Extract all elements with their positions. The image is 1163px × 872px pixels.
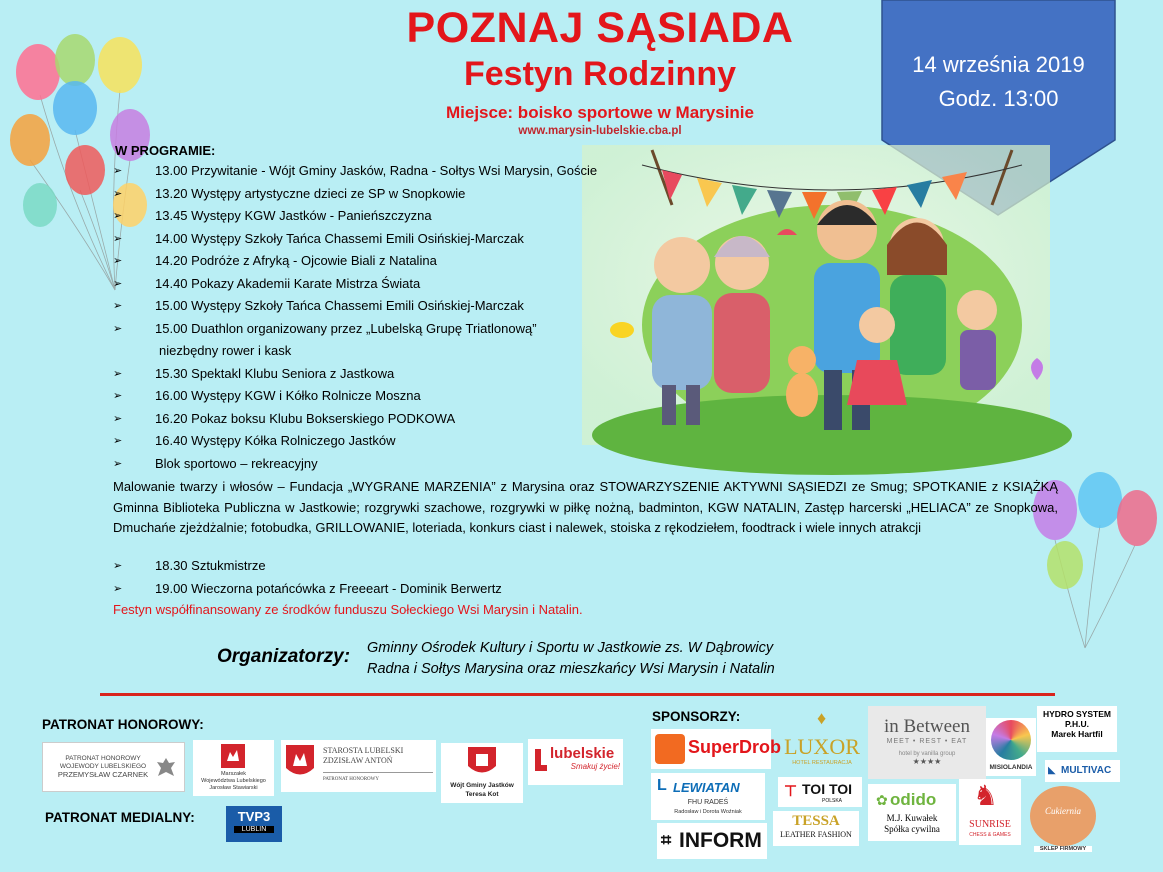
organizers-text <box>367 638 775 680</box>
list-item: ➢ 16.00 Występy KGW i Kółko Rolnicze Moszna <box>113 385 673 408</box>
venue-text: Miejsce: boisko sportowe w Marysinie <box>446 103 754 122</box>
logo-in-between: in Between MEET • REST • EAT hotel by vanilla group ★★★★ <box>868 706 986 779</box>
logo-cukiernia: Cukiernia SKLEP FIRMOWY <box>1024 784 1102 856</box>
arrow-bullet-icon: ➢ <box>113 457 123 470</box>
arrow-bullet-icon: ➢ <box>113 300 123 312</box>
list-item: ➢ 19.00 Wieczorna potańcówka z Freeeart - Dominik Berwertz <box>113 578 673 601</box>
organizers-label: Organizatorzy: <box>217 646 351 667</box>
list-item: ➢ Blok sportowo – rekreacyjny <box>113 453 673 476</box>
teddy-bear-icon <box>991 720 1031 760</box>
sponsors-heading: SPONSORZY: <box>652 709 741 724</box>
multivac-mark-icon: ◣ <box>1048 765 1056 776</box>
arrow-bullet-icon: ➢ <box>113 277 123 290</box>
list-item-note: niezbędny rower i kask <box>159 343 292 358</box>
lewiatan-mark-icon: L <box>657 777 667 794</box>
logo-lubelskie: lubelskie Smakuj życie! <box>528 739 623 785</box>
logo-inform: ⌗ INFORM <box>657 823 767 859</box>
list-item: ➢ 14.00 Występy Szkoły Tańca Chassemi Emili Osińskiej-Marczak <box>113 228 673 251</box>
eagle-emblem-icon <box>155 756 177 780</box>
website-link[interactable]: www.marysin-lubelskie.cba.pl <box>518 125 682 137</box>
arrow-bullet-icon: ➢ <box>113 412 123 425</box>
event-date: 14 września 2019 <box>912 52 1085 77</box>
program-list-evening <box>113 555 673 600</box>
logo-toi-toi: ⊤ TOI TOI POLSKA <box>778 777 862 807</box>
toitoi-mark-icon: ⊤ <box>784 783 798 800</box>
logo-multivac: ◣ MULTIVAC <box>1045 760 1120 782</box>
logo-superdrob: SuperDrob <box>651 729 771 769</box>
poster-title: POZNAJ SĄSIADA <box>406 4 794 52</box>
organizer-line: Radna i Sołtys Marysina oraz mieszkańcy Wsi Marysin i Natalin <box>367 661 775 677</box>
arrow-bullet-icon: ➢ <box>113 232 123 245</box>
list-item: ➢ 16.20 Pokaz boksu Klubu Bokserskiego PODKOWA <box>113 408 673 431</box>
rooster-icon <box>655 734 685 764</box>
logo-odido: ✿ odido M.J. Kuwałek Spółka cywilna <box>868 784 956 841</box>
arrow-bullet-icon: ➢ <box>113 582 123 595</box>
arrow-bullet-icon: ➢ <box>113 367 123 380</box>
logo-tessa: TESSA LEATHER FASHION <box>773 811 859 846</box>
arrow-bullet-icon: ➢ <box>113 390 123 402</box>
program-heading: W PROGRAMIE: <box>115 143 216 158</box>
flame-icon: ♦ <box>817 708 827 728</box>
cake-badge-icon <box>1030 786 1096 846</box>
list-item: ➢ 14.20 Podróże z Afryką - Ojcowie Biali z Natalina <box>113 250 673 273</box>
arrow-bullet-icon: ➢ <box>113 560 123 572</box>
arrow-bullet-icon: ➢ <box>113 255 123 267</box>
arrow-bullet-icon: ➢ <box>113 165 123 177</box>
logo-tvp3-lublin: TVP3 LUBLIN <box>226 806 282 842</box>
logo-sunrise: ♞ SUNRISE CHESS & GAMES <box>959 779 1021 845</box>
odido-mark-icon: ✿ <box>876 792 888 808</box>
logo-misiolandia: MISIOLANDIA <box>986 718 1036 776</box>
lubelskie-mark-icon <box>533 747 549 773</box>
event-time: Godz. 13:00 <box>938 86 1059 111</box>
commune-crest-icon <box>467 746 497 780</box>
arrow-bullet-icon: ➢ <box>113 187 123 200</box>
program-list <box>113 160 673 475</box>
honorary-patronage-heading: PATRONAT HONOROWY: <box>42 717 204 732</box>
deer-emblem-icon <box>220 743 246 769</box>
divider <box>100 693 1055 696</box>
logo-hydro-system: HYDRO SYSTEM P.H.U. Marek Hartfil <box>1037 706 1117 752</box>
county-crest-icon <box>285 744 315 782</box>
logo-wojewoda: PATRONAT HONOROWY WOJEWODY LUBELSKIEGO PRZEMYSŁAW CZARNEK <box>42 742 185 792</box>
cofunding-note: Festyn współfinansowany ze środków funduszu Sołeckiego Wsi Marysin i Natalin. <box>113 602 583 617</box>
attractions-paragraph: Malowanie twarzy i włosów – Fundacja „WYGRANE MARZENIA” z Marysina oraz STOWARZYSZENIE AKTYWNI SĄSIEDZI ze Smug; SPOTKANIE z KSIĄŻKĄ Gminna Biblioteka Publiczna w Jastkowie; rozgrywki szachowe, rozgrywki w piłkę nożną, badminton, KGW NATALIN, Zastęp harcerski „HELIACA” ze Snopkowa, Dmuchańe zjeżdżalnie; fotobudka, GRILLOWANIE, loteriada, konkurs ciast i nalewek, stoiska z rękodziełem, foodtrack i wiele innych atrakcji <box>113 479 1058 535</box>
logo-marszalek: Marszałek Województwa Lubelskiego Jarosław Stawiarski <box>193 740 274 796</box>
arrow-bullet-icon: ➢ <box>113 435 123 447</box>
list-item: ➢ 13.45 Występy KGW Jastków - Panieńszczyzna <box>113 205 673 228</box>
list-item: ➢ 15.00 Występy Szkoły Tańca Chassemi Emili Osińskiej-Marczak <box>113 295 673 318</box>
poster-subtitle: Festyn Rodzinny <box>463 55 737 93</box>
arrow-bullet-icon: ➢ <box>113 322 123 335</box>
list-item: ➢ 13.00 Przywitanie - Wójt Gminy Jasków, Radna - Sołtys Wsi Marysin, Goście <box>113 160 673 183</box>
logo-luxor: ♦ LUXOR HOTEL RESTAURACJA <box>784 708 860 766</box>
list-item: ➢ 15.30 Spektakl Klubu Seniora z Jastkowa <box>113 363 673 386</box>
logo-wojt-jastkow: Wójt Gminy Jastków Teresa Kot <box>441 743 523 803</box>
media-patronage-heading: PATRONAT MEDIALNY: <box>45 810 195 825</box>
arrow-bullet-icon: ➢ <box>113 210 123 222</box>
logo-starosta: STAROSTA LUBELSKI ZDZISŁAW ANTOŃ PATRONAT HONOROWY <box>281 740 436 792</box>
list-item: ➢ 18.30 Sztukmistrze <box>113 555 673 578</box>
list-item: ➢ 15.00 Duathlon organizowany przez „Lubelską Grupę Triatlonową” niezbędny rower i kask <box>113 318 673 363</box>
chess-knight-icon: ♞ <box>973 780 999 811</box>
list-item: ➢ 13.20 Występy artystyczne dzieci ze SP w Snopkowie <box>113 183 673 206</box>
inform-mark-icon: ⌗ <box>661 830 672 850</box>
organizer-line: Gminny Ośrodek Kultury i Sportu w Jastkowie zs. W Dąbrowicy <box>367 640 774 656</box>
logo-lewiatan: L LEWIATAN FHU RADEŚ Radosław i Dorota Woźniak <box>651 773 765 820</box>
list-item: ➢ 16.40 Występy Kółka Rolniczego Jastków <box>113 430 673 453</box>
list-item: ➢ 14.40 Pokazy Akademii Karate Mistrza Świata <box>113 273 673 296</box>
